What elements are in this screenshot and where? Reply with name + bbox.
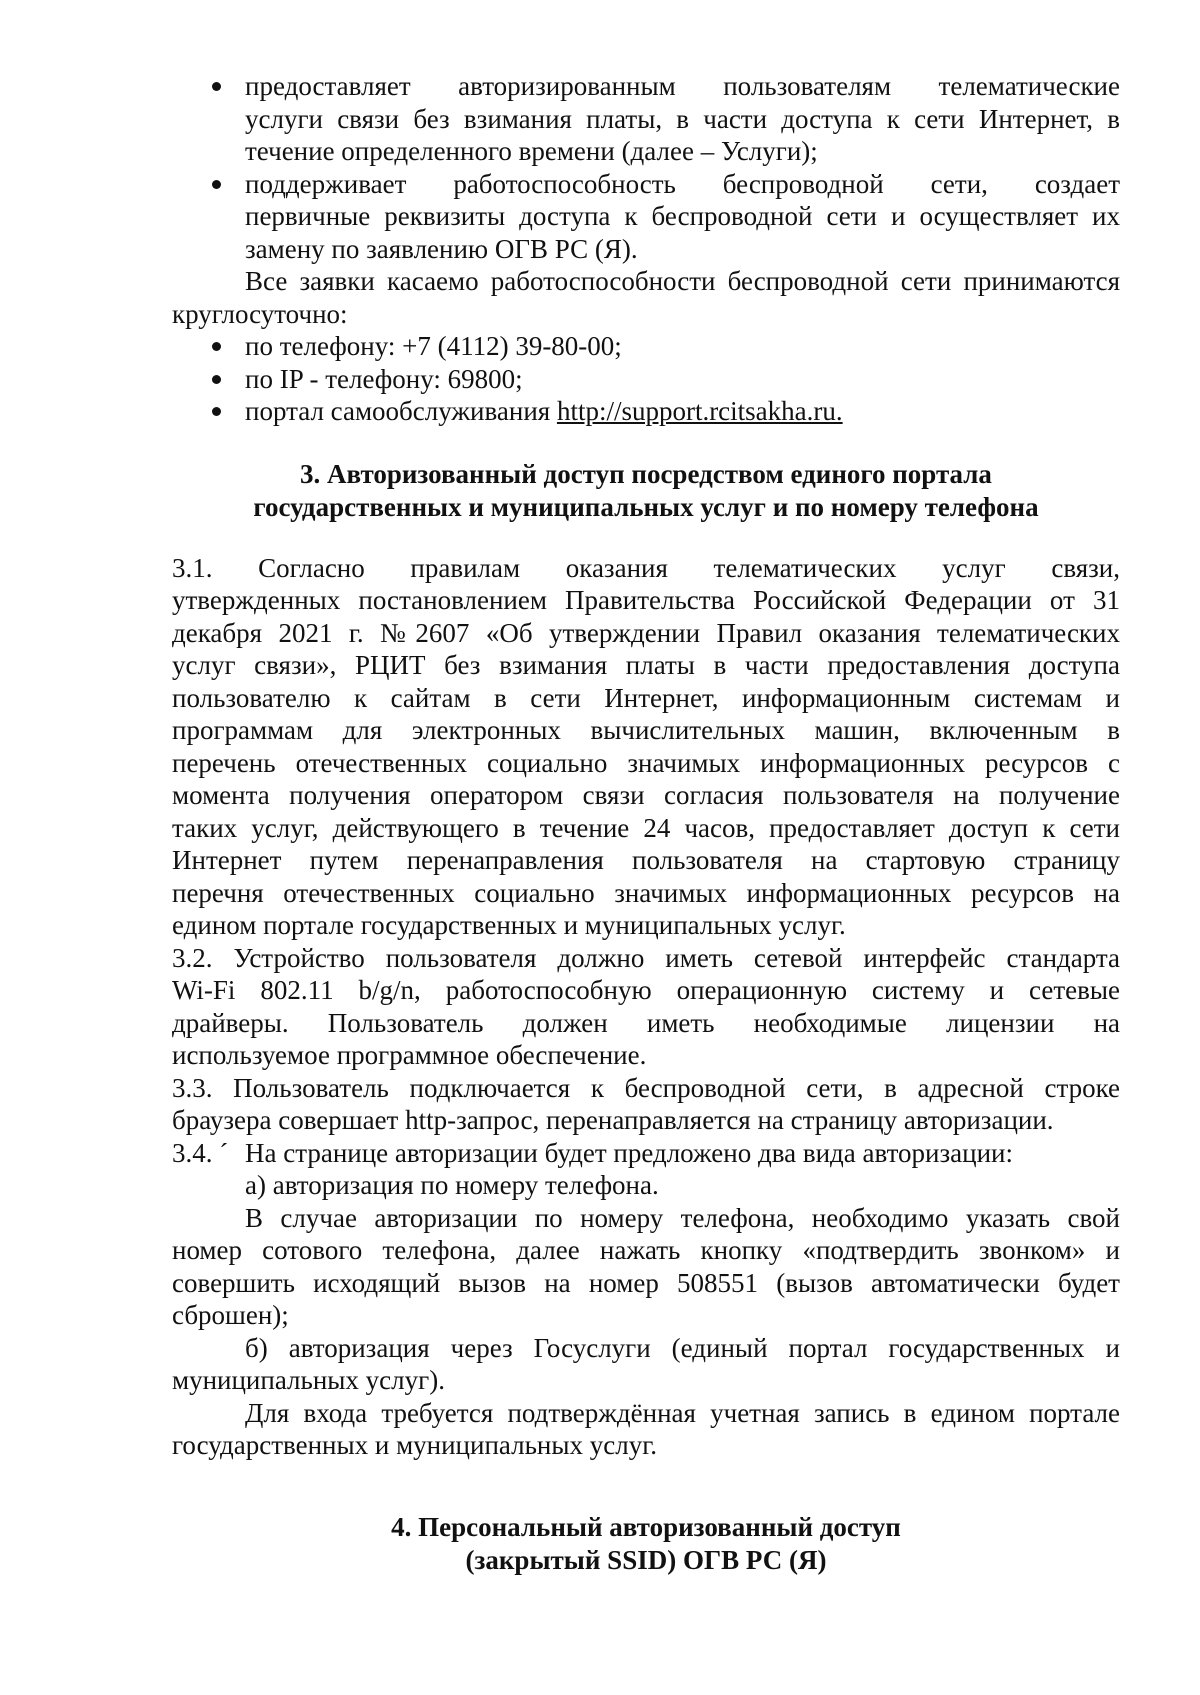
text-line: 3.2. Устройство пользователя должно иметь сетевой интерфейс стандарта — [172, 942, 1120, 973]
text-line: по телефону: +7 (4112) 39-80-00; — [245, 331, 622, 361]
text-line: совершить исходящий вызов на номер 508551 (вызов автоматически будет — [172, 1267, 1120, 1298]
text-line: едином портале государственных и муниципальных услуг. — [172, 910, 846, 940]
text-line: по IP - телефону: 69800; — [245, 363, 523, 394]
text-line: поддерживает работоспособность беспроводной сети, создает — [245, 168, 1120, 199]
contact-bullet-portal — [172, 395, 1120, 428]
bullet-icon — [212, 82, 221, 91]
text-line: таких услуг, действующего в течение 24 часов, предоставляет доступ к сети — [172, 812, 1120, 843]
text-line: программам для электронных вычислительных машин, включенным в — [172, 715, 1120, 745]
heading-line: государственных и муниципальных услуг и по номеру телефона — [253, 491, 1039, 522]
text-line: Все заявки касаемо работоспособности беспроводной сети принимаются — [245, 266, 1120, 296]
option-b: б) авторизация через Госуслуги (единый портал государственных и — [245, 1332, 1120, 1363]
text-line: используемое программное обеспечение. — [172, 1040, 647, 1070]
option-a: а) авторизация по номеру телефона. — [245, 1170, 659, 1200]
text-line: момента получения оператором связи согласия пользователя на получение — [172, 780, 1120, 810]
bullet-icon — [212, 375, 221, 384]
contact-bullet-phone — [172, 330, 1120, 363]
text-line: сброшен); — [172, 1300, 289, 1330]
intro-bullet-list — [172, 70, 1120, 265]
tick-mark: ´ — [219, 1137, 229, 1168]
paragraph-3-3 — [172, 1072, 1120, 1137]
portal-label: портал самообслуживания — [245, 396, 557, 426]
paragraph-3-1 — [172, 552, 1120, 942]
bullet-icon — [212, 407, 221, 416]
text-line: круглосуточно: — [172, 298, 348, 329]
text-line: утвержденных постановлением Правительства Российской Федерации от 31 — [172, 585, 1120, 615]
text-line: В случае авторизации по номеру телефона, необходимо указать свой — [245, 1202, 1120, 1233]
requests-paragraph — [172, 265, 1120, 330]
intro-bullet-item — [172, 70, 1120, 168]
text-line: Для входа требуется подтверждённая учетная запись в едином портале — [245, 1397, 1120, 1428]
heading-line: 3. Авторизованный доступ посредством единого портала — [300, 458, 992, 489]
text-line — [245, 395, 1120, 428]
section-3-heading — [172, 458, 1120, 524]
item-text: На странице авторизации будет предложено два вида авторизации: — [245, 1137, 1013, 1168]
text-line: 3.3. Пользователь подключается к беспроводной сети, в адресной строке — [172, 1072, 1120, 1103]
text-line: Интернет путем перенаправления пользователя на стартовую страницу — [172, 845, 1120, 875]
text-line: услуг связи», РЦИТ без взимания платы в части предоставления доступа — [172, 650, 1120, 680]
text-line: услуги связи без взимания платы, в части доступа к сети Интернет, в — [245, 103, 1120, 134]
heading-line: (закрытый SSID) ОГВ РС (Я) — [465, 1544, 827, 1575]
item-number: 3.4. ´ — [172, 1137, 229, 1168]
text-line: декабря 2021 г. №2607 «Об утверждении Правил оказания телематических — [172, 617, 1120, 648]
text-line: муниципальных услуг). — [172, 1365, 445, 1395]
text-line: драйверы. Пользователь должен иметь необходимые лицензии на — [172, 1007, 1120, 1038]
text-line: Wi-Fi 802.11 b/g/n, работоспособную операционную систему и сетевые — [172, 975, 1120, 1005]
contact-bullet-list — [172, 330, 1120, 428]
text-line: предоставляет авторизированным пользователям телематические — [245, 71, 1120, 101]
text-line: первичные реквизиты доступа к беспроводной сети и осуществляет их — [245, 201, 1120, 231]
paragraph-3-2 — [172, 942, 1120, 1072]
support-portal-link[interactable]: http://support.rcitsakha.ru. — [556, 396, 843, 426]
text-line: перечня отечественных социально значимых информационных ресурсов на — [172, 877, 1120, 908]
bullet-icon — [212, 342, 221, 351]
text-line: течение определенного времени (далее – Услуги); — [245, 136, 818, 166]
text-line: государственных и муниципальных услуг. — [172, 1430, 657, 1460]
text-line: замену по заявлению ОГВ РС (Я). — [245, 233, 638, 264]
document-page — [172, 70, 1120, 1577]
contact-bullet-ip-phone — [172, 363, 1120, 396]
text-line: пользователю к сайтам в сети Интернет, информационным системам и — [172, 682, 1120, 713]
intro-bullet-item — [172, 168, 1120, 266]
text-line: номер сотового телефона, далее нажать кнопку «подтвердить звонком» и — [172, 1235, 1120, 1265]
heading-line: 4. Персональный авторизованный доступ — [391, 1511, 901, 1542]
bullet-icon — [212, 180, 221, 189]
paragraph-3-4 — [172, 1137, 1120, 1462]
text-line: браузера совершает http-запрос, перенаправляется на страницу авторизации. — [172, 1105, 1054, 1135]
text-line: перечень отечественных социально значимых информационных ресурсов с — [172, 747, 1120, 778]
text-line: 3.1. Согласно правилам оказания телематических услуг связи, — [172, 552, 1120, 583]
text-line — [172, 1137, 1120, 1170]
section-4-heading — [172, 1511, 1120, 1577]
